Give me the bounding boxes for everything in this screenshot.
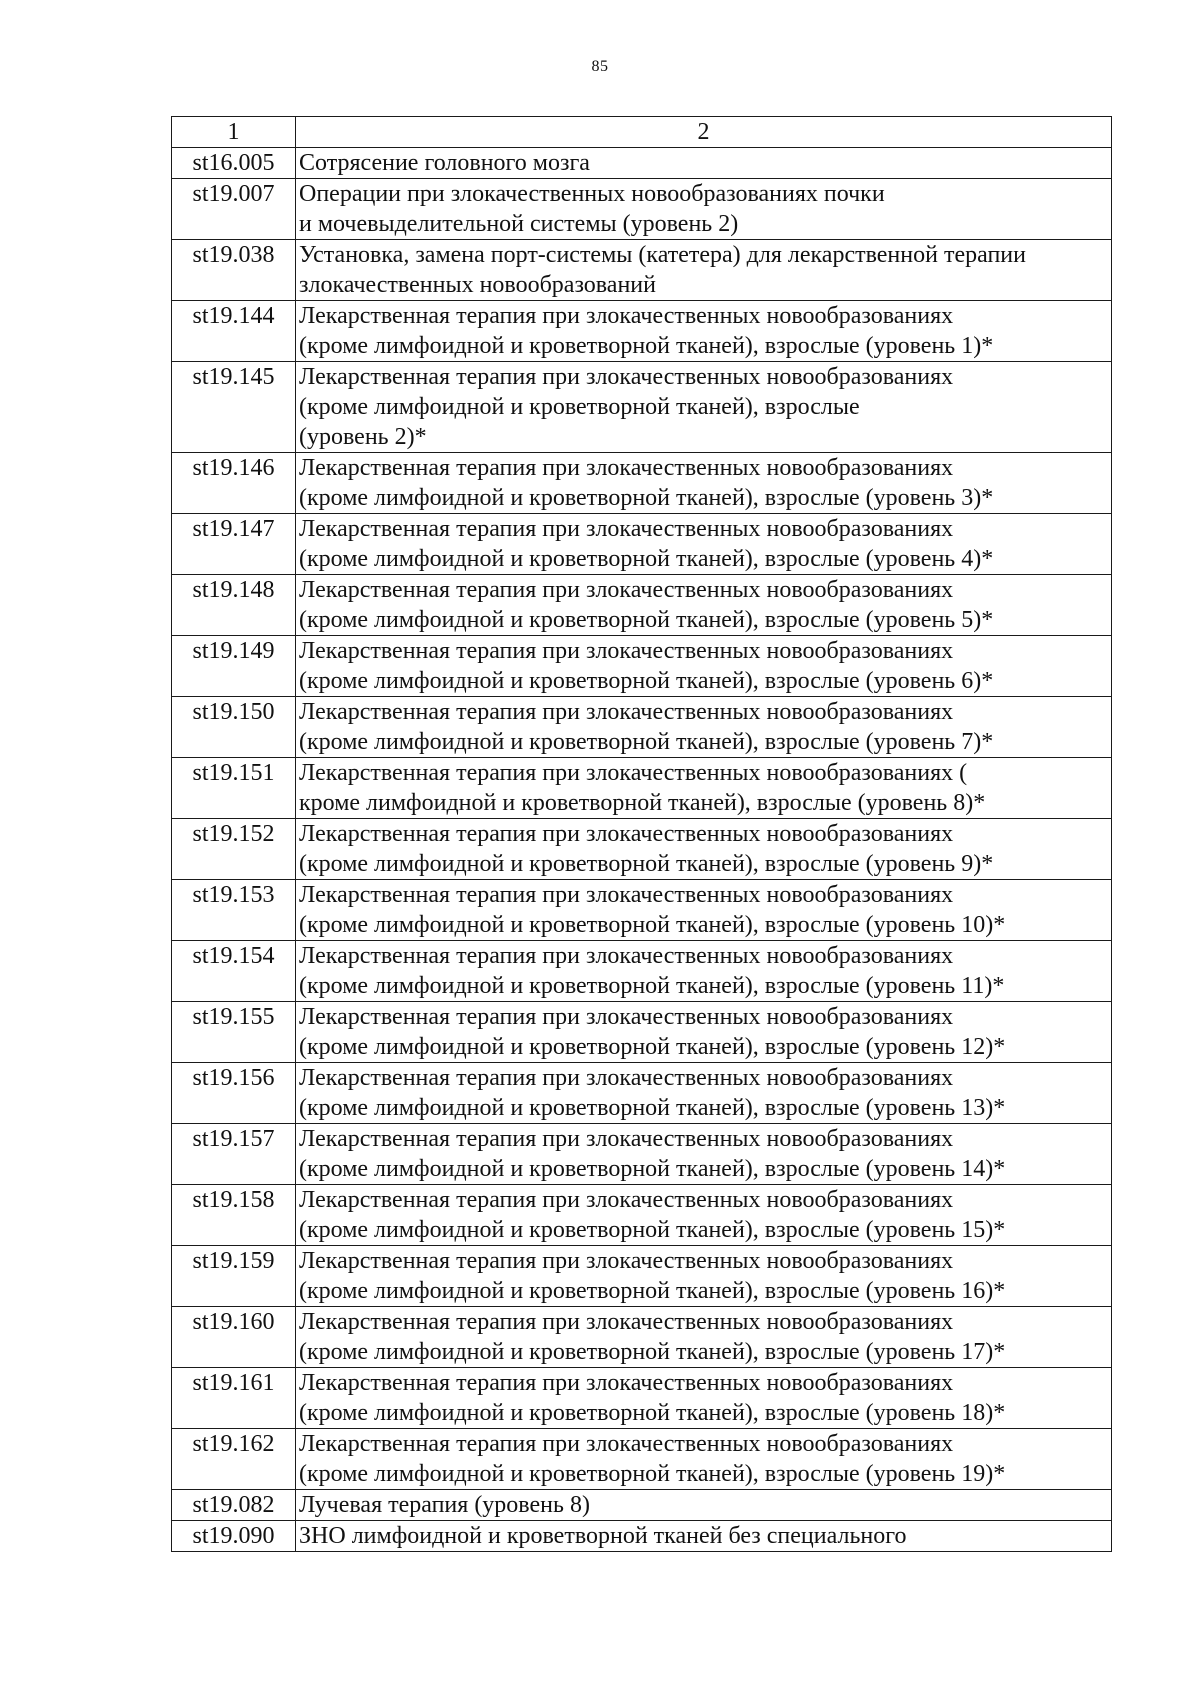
row-description: Лекарственная терапия при злокачественных новообразованиях (кроме лимфоидной и кроветворной тканей), взрослые (уровень 5)* bbox=[296, 575, 1112, 636]
row-description: Лекарственная терапия при злокачественных новообразованиях (кроме лимфоидной и кроветворной тканей), взрослые (уровень 2)* bbox=[296, 362, 1112, 453]
row-description: Лекарственная терапия при злокачественных новообразованиях ( кроме лимфоидной и кроветворной тканей), взрослые (уровень 8)* bbox=[296, 758, 1112, 819]
row-description: Лекарственная терапия при злокачественных новообразованиях (кроме лимфоидной и кроветворной тканей), взрослые (уровень 6)* bbox=[296, 636, 1112, 697]
table-row bbox=[172, 362, 1112, 453]
table-row bbox=[172, 758, 1112, 819]
row-code: st19.150 bbox=[172, 697, 296, 758]
table-row bbox=[172, 1063, 1112, 1124]
table-row bbox=[172, 240, 1112, 301]
row-description: ЗНО лимфоидной и кроветворной тканей без специального bbox=[296, 1521, 1112, 1552]
table-row bbox=[172, 453, 1112, 514]
row-code: st19.148 bbox=[172, 575, 296, 636]
row-code: st19.153 bbox=[172, 880, 296, 941]
row-code: st19.147 bbox=[172, 514, 296, 575]
row-description: Лекарственная терапия при злокачественных новообразованиях (кроме лимфоидной и кроветворной тканей), взрослые (уровень 17)* bbox=[296, 1307, 1112, 1368]
row-code: st19.149 bbox=[172, 636, 296, 697]
table-row bbox=[172, 148, 1112, 179]
table-row bbox=[172, 1002, 1112, 1063]
document-table bbox=[171, 116, 1112, 1552]
row-description: Лекарственная терапия при злокачественных новообразованиях (кроме лимфоидной и кроветворной тканей), взрослые (уровень 4)* bbox=[296, 514, 1112, 575]
table-row bbox=[172, 1307, 1112, 1368]
row-code: st19.161 bbox=[172, 1368, 296, 1429]
row-description: Установка, замена порт-системы (катетера) для лекарственной терапии злокачественных новообразований bbox=[296, 240, 1112, 301]
row-description: Лекарственная терапия при злокачественных новообразованиях (кроме лимфоидной и кроветворной тканей), взрослые (уровень 19)* bbox=[296, 1429, 1112, 1490]
table-row bbox=[172, 1429, 1112, 1490]
row-code: st19.038 bbox=[172, 240, 296, 301]
row-description: Операции при злокачественных новообразованиях почки и мочевыделительной системы (уровень 2) bbox=[296, 179, 1112, 240]
row-code: st19.160 bbox=[172, 1307, 296, 1368]
table-row bbox=[172, 1368, 1112, 1429]
table-row bbox=[172, 1124, 1112, 1185]
row-code: st19.151 bbox=[172, 758, 296, 819]
column-header-2: 2 bbox=[296, 117, 1112, 148]
row-description: Лекарственная терапия при злокачественных новообразованиях (кроме лимфоидной и кроветворной тканей), взрослые (уровень 9)* bbox=[296, 819, 1112, 880]
table-row bbox=[172, 880, 1112, 941]
row-description: Сотрясение головного мозга bbox=[296, 148, 1112, 179]
table-row bbox=[172, 819, 1112, 880]
row-code: st19.162 bbox=[172, 1429, 296, 1490]
row-description: Лекарственная терапия при злокачественных новообразованиях (кроме лимфоидной и кроветворной тканей), взрослые (уровень 12)* bbox=[296, 1002, 1112, 1063]
row-code: st19.082 bbox=[172, 1490, 296, 1521]
table-row bbox=[172, 1490, 1112, 1521]
row-description: Лучевая терапия (уровень 8) bbox=[296, 1490, 1112, 1521]
table-body bbox=[172, 148, 1112, 1552]
table-row bbox=[172, 301, 1112, 362]
row-code: st19.090 bbox=[172, 1521, 296, 1552]
row-description: Лекарственная терапия при злокачественных новообразованиях (кроме лимфоидной и кроветворной тканей), взрослые (уровень 11)* bbox=[296, 941, 1112, 1002]
row-description: Лекарственная терапия при злокачественных новообразованиях (кроме лимфоидной и кроветворной тканей), взрослые (уровень 1)* bbox=[296, 301, 1112, 362]
row-code: st19.152 bbox=[172, 819, 296, 880]
row-description: Лекарственная терапия при злокачественных новообразованиях (кроме лимфоидной и кроветворной тканей), взрослые (уровень 13)* bbox=[296, 1063, 1112, 1124]
row-code: st19.156 bbox=[172, 1063, 296, 1124]
table-row bbox=[172, 514, 1112, 575]
table-row bbox=[172, 1246, 1112, 1307]
row-description: Лекарственная терапия при злокачественных новообразованиях (кроме лимфоидной и кроветворной тканей), взрослые (уровень 7)* bbox=[296, 697, 1112, 758]
header-row bbox=[172, 117, 1112, 148]
table-row bbox=[172, 636, 1112, 697]
row-code: st19.159 bbox=[172, 1246, 296, 1307]
row-description: Лекарственная терапия при злокачественных новообразованиях (кроме лимфоидной и кроветворной тканей), взрослые (уровень 10)* bbox=[296, 880, 1112, 941]
row-code: st19.158 bbox=[172, 1185, 296, 1246]
row-description: Лекарственная терапия при злокачественных новообразованиях (кроме лимфоидной и кроветворной тканей), взрослые (уровень 3)* bbox=[296, 453, 1112, 514]
row-code: st16.005 bbox=[172, 148, 296, 179]
row-description: Лекарственная терапия при злокачественных новообразованиях (кроме лимфоидной и кроветворной тканей), взрослые (уровень 18)* bbox=[296, 1368, 1112, 1429]
row-code: st19.155 bbox=[172, 1002, 296, 1063]
table-row bbox=[172, 697, 1112, 758]
table-header bbox=[172, 117, 1112, 148]
row-code: st19.146 bbox=[172, 453, 296, 514]
table-row bbox=[172, 1185, 1112, 1246]
row-code: st19.144 bbox=[172, 301, 296, 362]
table-row bbox=[172, 575, 1112, 636]
table-row bbox=[172, 941, 1112, 1002]
table-row bbox=[172, 1521, 1112, 1552]
row-code: st19.154 bbox=[172, 941, 296, 1002]
row-description: Лекарственная терапия при злокачественных новообразованиях (кроме лимфоидной и кроветворной тканей), взрослые (уровень 16)* bbox=[296, 1246, 1112, 1307]
row-code: st19.145 bbox=[172, 362, 296, 453]
table-row bbox=[172, 179, 1112, 240]
row-code: st19.007 bbox=[172, 179, 296, 240]
row-description: Лекарственная терапия при злокачественных новообразованиях (кроме лимфоидной и кроветворной тканей), взрослые (уровень 14)* bbox=[296, 1124, 1112, 1185]
page-number: 85 bbox=[591, 58, 609, 75]
row-code: st19.157 bbox=[172, 1124, 296, 1185]
row-description: Лекарственная терапия при злокачественных новообразованиях (кроме лимфоидной и кроветворной тканей), взрослые (уровень 15)* bbox=[296, 1185, 1112, 1246]
column-header-1: 1 bbox=[172, 117, 296, 148]
